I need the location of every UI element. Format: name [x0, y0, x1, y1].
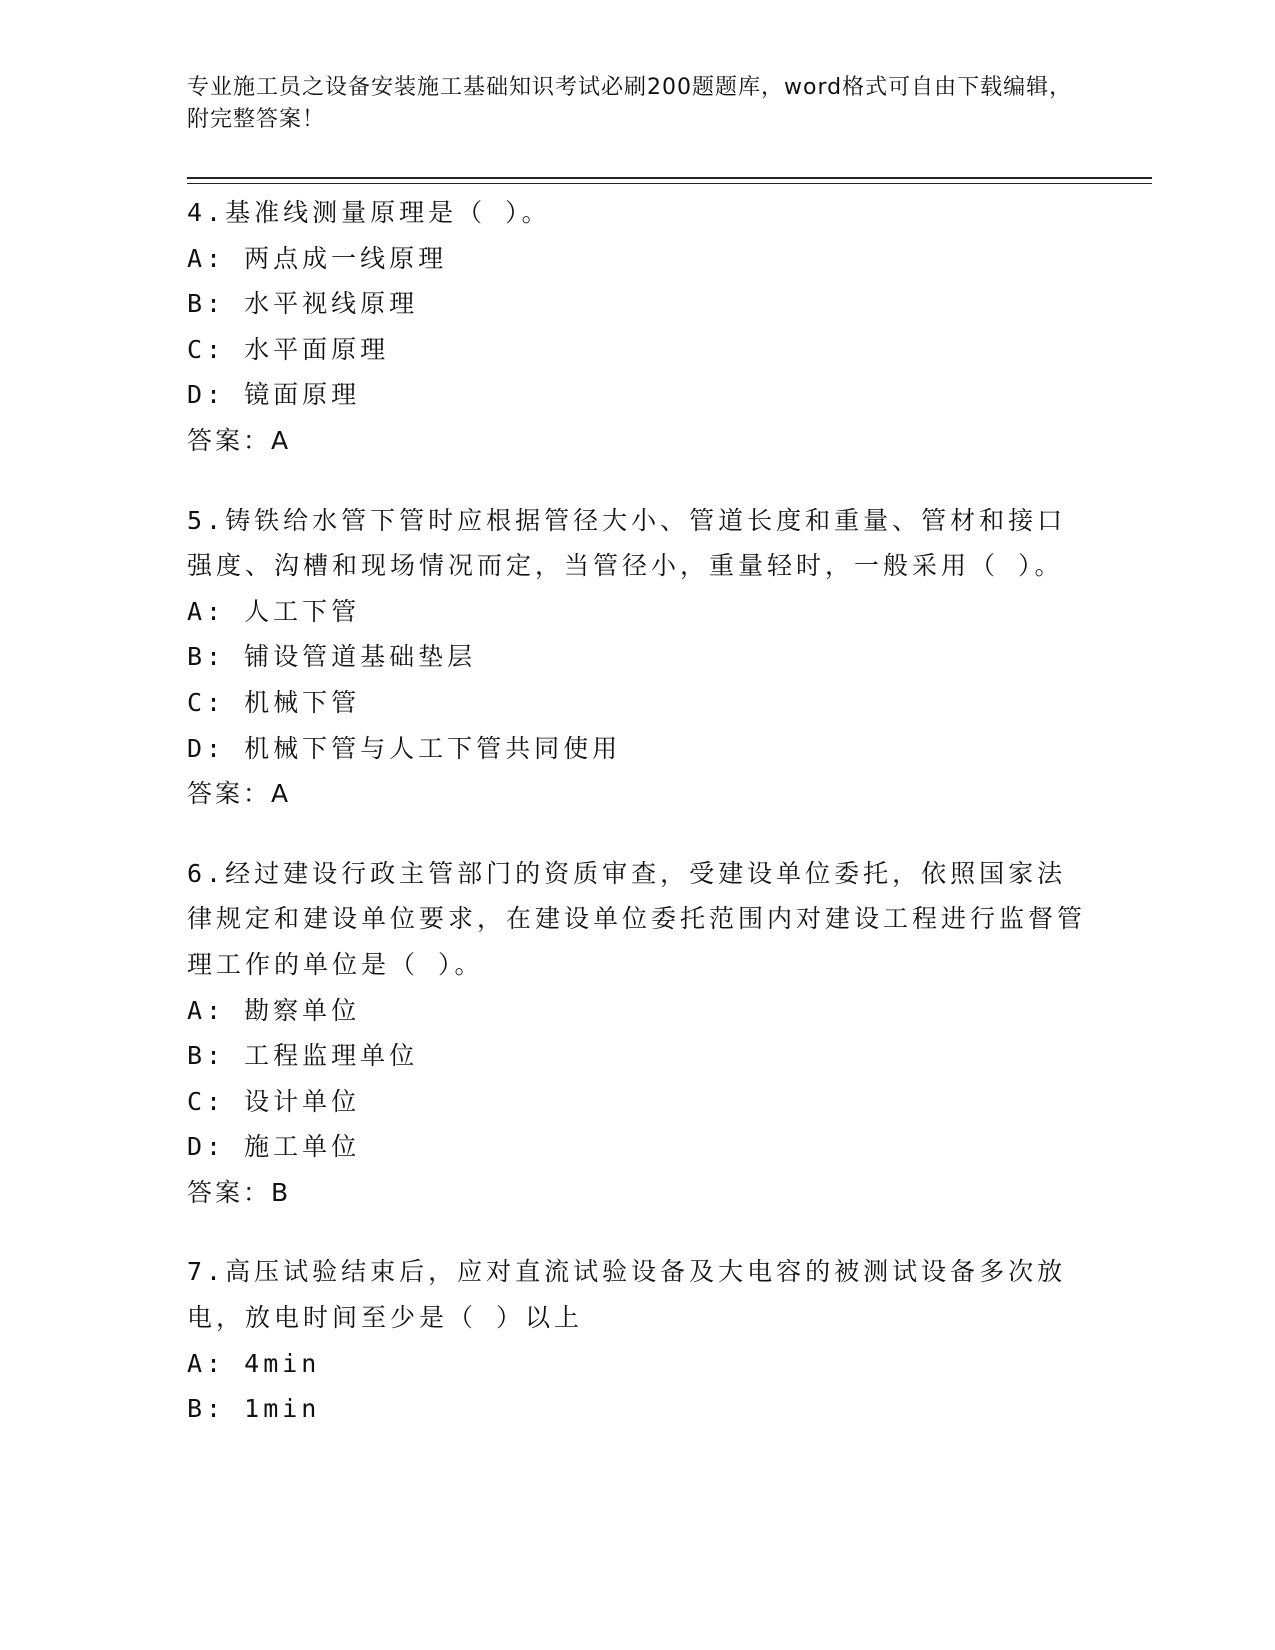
option-a: A: 勘察单位: [187, 995, 361, 1025]
option-d: D: 机械下管与人工下管共同使用: [187, 733, 622, 763]
option-d: D: 施工单位: [187, 1132, 361, 1162]
option-c: C: 水平面原理: [187, 334, 390, 364]
option-b: B: 水平视线原理: [187, 289, 419, 319]
question-stem: 6.经过建设行政主管部门的资质审查，受建设单位委托，依照国家法律规定和建设单位要求，在建设单位委托范围内对建设工程进行监督管理工作的单位是（ ）。: [187, 858, 1087, 979]
question-list: [187, 190, 1087, 1466]
answer-line: 答案：A: [187, 779, 292, 809]
question-stem: 7.高压试验结束后，应对直流试验设备及大电容的被测试设备多次放电，放电时间至少是（ ）以上: [187, 1257, 1067, 1333]
option-b: B: 工程监理单位: [187, 1041, 419, 1071]
header-rule-thin: [187, 183, 1152, 184]
answer-line: 答案：B: [187, 1177, 292, 1207]
header-rule-thick: [187, 177, 1152, 179]
question-stem: 4.基准线测量原理是（ ）。: [187, 198, 551, 227]
option-b: B: 铺设管道基础垫层: [187, 642, 477, 672]
option-c: C: 机械下管: [187, 687, 361, 717]
question-6: [187, 851, 1087, 1216]
option-a: A: 人工下管: [187, 596, 361, 626]
option-c: C: 设计单位: [187, 1086, 361, 1116]
question-7: [187, 1249, 1087, 1431]
question-4: [187, 190, 1087, 464]
document-header: 专业施工员之设备安装施工基础知识考试必刷200题题库，word格式可自由下载编辑，附完整答案！: [187, 75, 1073, 132]
question-5: [187, 498, 1087, 817]
answer-line: 答案：A: [187, 425, 292, 455]
option-d: D: 镜面原理: [187, 380, 361, 410]
option-a: A: 两点成一线原理: [187, 243, 448, 273]
question-stem: 5.铸铁给水管下管时应根据管径大小、管道长度和重量、管材和接口强度、沟槽和现场情况而定，当管径小，重量轻时，一般采用（ ）。: [187, 505, 1067, 581]
option-b: B: 1min: [187, 1394, 321, 1424]
option-a: A: 4min: [187, 1348, 321, 1378]
